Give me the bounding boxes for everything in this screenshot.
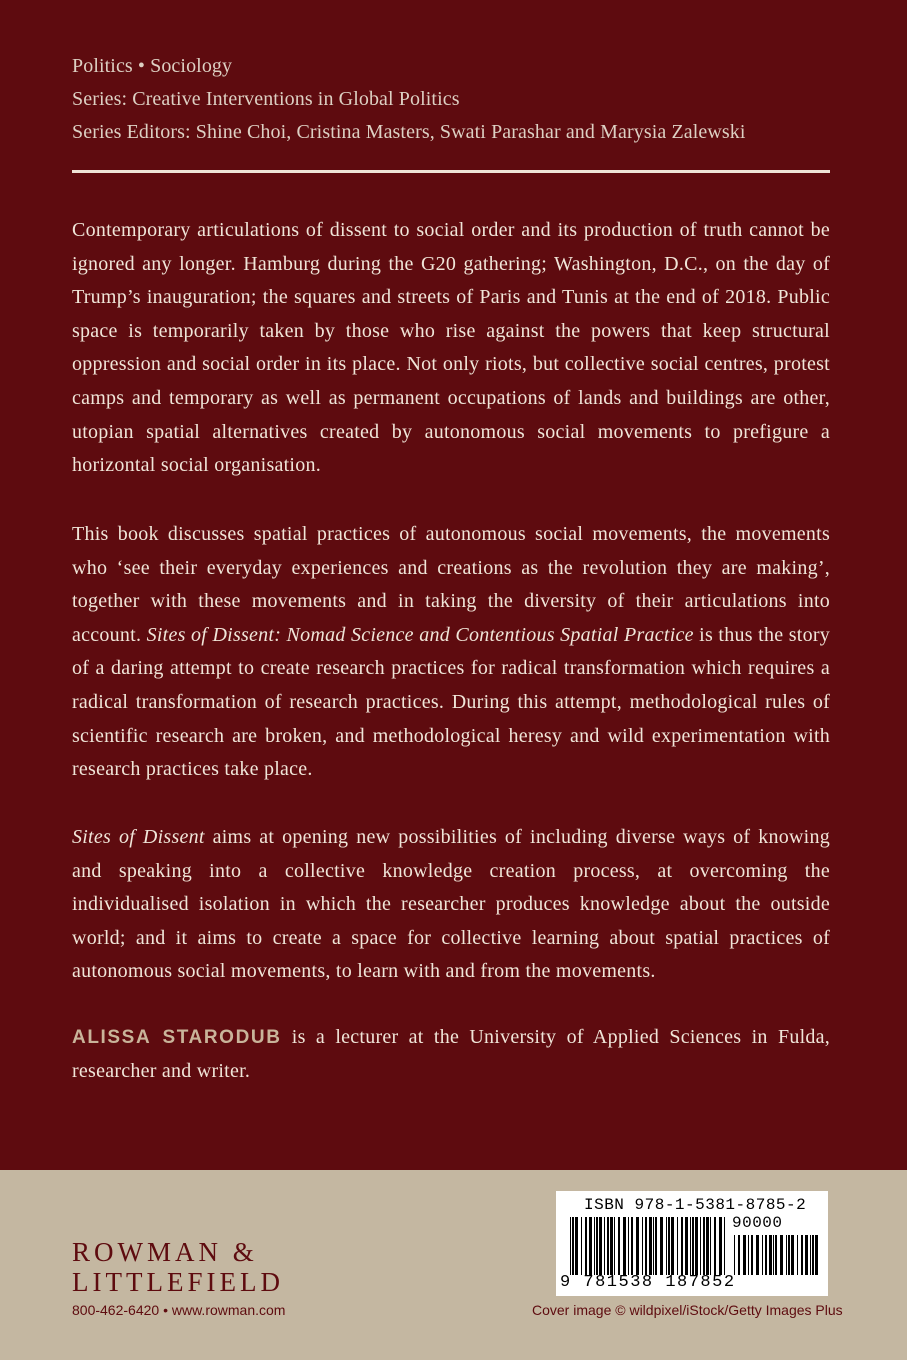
- barcode-bar: [706, 1217, 709, 1275]
- barcode-bar: [610, 1217, 613, 1275]
- barcode-bar: [815, 1235, 818, 1275]
- publisher-line-1: ROWMAN &: [72, 1237, 258, 1267]
- author-name: ALISSA STARODUB: [72, 1027, 282, 1048]
- barcode-bar: [642, 1217, 643, 1275]
- barcode-bar: [797, 1235, 798, 1275]
- barcode-bar: [628, 1217, 629, 1275]
- author-bio: [72, 1021, 830, 1088]
- barcode-bar: [751, 1235, 753, 1275]
- barcode-bar: [668, 1217, 670, 1275]
- description-paragraph-1: Contemporary articulations of dissent to social order and its production of truth cannot be ignored any longer. Hamburg during the G20 gathering; Washington, D.C., on the day of Trump’s inauguration; the squares and streets of Paris and Tunis at the end of 2018. Public space is temporarily taken by those who rise against the powers that keep structural oppression and social order in its place. Not only riots, but collective social centres, protest camps and temporary as well as permanent occupations of lands and buildings are other, utopian spatial alternatives created by autonomous social movements to prefigure a horizontal social organisation.: [72, 219, 830, 477]
- barcode-bar: [649, 1217, 652, 1275]
- barcode-bar: [581, 1217, 582, 1275]
- barcode-bar: [666, 1217, 667, 1275]
- book-title-italic: Sites of Dissent: Nomad Science and Contentious Spatial Practice: [146, 623, 694, 646]
- barcode-bar: [788, 1235, 790, 1275]
- barcode-bar: [594, 1217, 595, 1275]
- barcode-bar: [748, 1235, 749, 1275]
- barcode-bar: [791, 1235, 794, 1275]
- barcode-bar: [604, 1217, 605, 1275]
- divider-rule: [72, 170, 830, 173]
- barcode-bar: [589, 1217, 592, 1275]
- paragraph-2-text-b: is thus the story of a daring attempt to create research practices for radical transformation which requires a radical transformation of research practices. During this attempt, methodological rules of scientific research are broken, and methodological heresy and wild experimentation with research practices take place.: [72, 623, 830, 781]
- barcode-bar: [812, 1235, 814, 1275]
- subject-categories: Politics • Sociology: [72, 55, 233, 77]
- barcode-bar: [743, 1235, 746, 1275]
- series-title: Series: Creative Interventions in Global Politics: [72, 88, 460, 110]
- price-code: 90000: [732, 1214, 783, 1232]
- barcode-bar: [769, 1235, 772, 1275]
- short-title-italic: Sites of Dissent: [72, 826, 205, 848]
- barcode-bar: [607, 1217, 609, 1275]
- barcode-bar: [681, 1217, 683, 1275]
- barcode-bar: [636, 1217, 639, 1275]
- barcode-bar: [599, 1217, 602, 1275]
- barcode-bar: [714, 1217, 716, 1275]
- barcode-bar: [700, 1217, 701, 1275]
- barcode-bar: [695, 1217, 698, 1275]
- barcode-bar: [631, 1217, 633, 1275]
- barcode-bar: [572, 1217, 574, 1275]
- barcode-bar: [775, 1235, 777, 1275]
- barcode-bar: [765, 1235, 767, 1275]
- barcode-bar: [780, 1235, 783, 1275]
- barcode-bar: [585, 1217, 587, 1275]
- series-editors: Series Editors: Shine Choi, Cristina Masters, Swati Parashar and Marysia Zalewski: [72, 121, 746, 143]
- paragraph-3-text: aims at opening new possibilities of including diverse ways of knowing and speaking into a collective knowledge creation process, at overcoming the individualised isolation in which the researcher produces knowledge about the outside world; and it aims to create a space for collective learning about spatial practices of autonomous social movements, to learn with and from the movements.: [72, 826, 830, 983]
- cover-image-credit: Cover image © wildpixel/iStock/Getty Images Plus: [532, 1302, 843, 1318]
- publisher-line-2: LITTLEFIELD: [72, 1267, 284, 1297]
- barcode-bar: [655, 1217, 657, 1275]
- barcode-bar: [677, 1217, 678, 1275]
- barcode-bar: [645, 1217, 647, 1275]
- barcode-bar: [762, 1235, 763, 1275]
- barcode-bar: [710, 1217, 711, 1275]
- barcode-bar: [738, 1235, 740, 1275]
- barcode-bar: [773, 1235, 774, 1275]
- barcode-bar: [671, 1217, 674, 1275]
- publisher-contact: 800-462-6420 • www.rowman.com: [72, 1302, 286, 1318]
- barcode-bar: [724, 1217, 725, 1275]
- barcode-bar: [734, 1235, 735, 1275]
- ean-digits: 9 781538 187852: [560, 1273, 736, 1292]
- barcode-bar: [703, 1217, 705, 1275]
- barcode-bar: [685, 1217, 688, 1275]
- barcode-bar: [692, 1217, 694, 1275]
- barcode-bar: [756, 1235, 759, 1275]
- barcode-bar: [570, 1217, 571, 1275]
- author-bio-text: is a lecturer at the University of Applied Sciences in Fulda, researcher and writer.: [72, 1026, 831, 1082]
- barcode-bar: [786, 1235, 787, 1275]
- barcode-bar: [623, 1217, 626, 1275]
- barcode-bar: [660, 1217, 663, 1275]
- barcode-bar: [801, 1235, 803, 1275]
- book-metadata: [72, 50, 832, 149]
- isbn-number: ISBN 978-1-5381-8785-2: [584, 1196, 807, 1214]
- barcode-bar: [575, 1217, 578, 1275]
- barcode-bar: [805, 1235, 808, 1275]
- barcode-bar: [653, 1217, 654, 1275]
- barcode-bar: [810, 1235, 811, 1275]
- publisher-logo: [72, 1237, 284, 1297]
- barcode-bar: [690, 1217, 691, 1275]
- isbn-barcode: [556, 1191, 828, 1296]
- barcode-bar: [614, 1217, 615, 1275]
- barcode-bar: [596, 1217, 598, 1275]
- paragraph-2-text-a: This book discusses spatial practices of autonomous social movements, the movements who ‘see their everyday experiences and creations as the revolution they are making’, together with these movements and in taking the diversity of their articulations into account.: [72, 523, 830, 646]
- description-paragraph-2: [72, 518, 830, 787]
- barcode-bar: [719, 1217, 722, 1275]
- barcode-bar: [618, 1217, 620, 1275]
- description-paragraph-3: [72, 821, 830, 989]
